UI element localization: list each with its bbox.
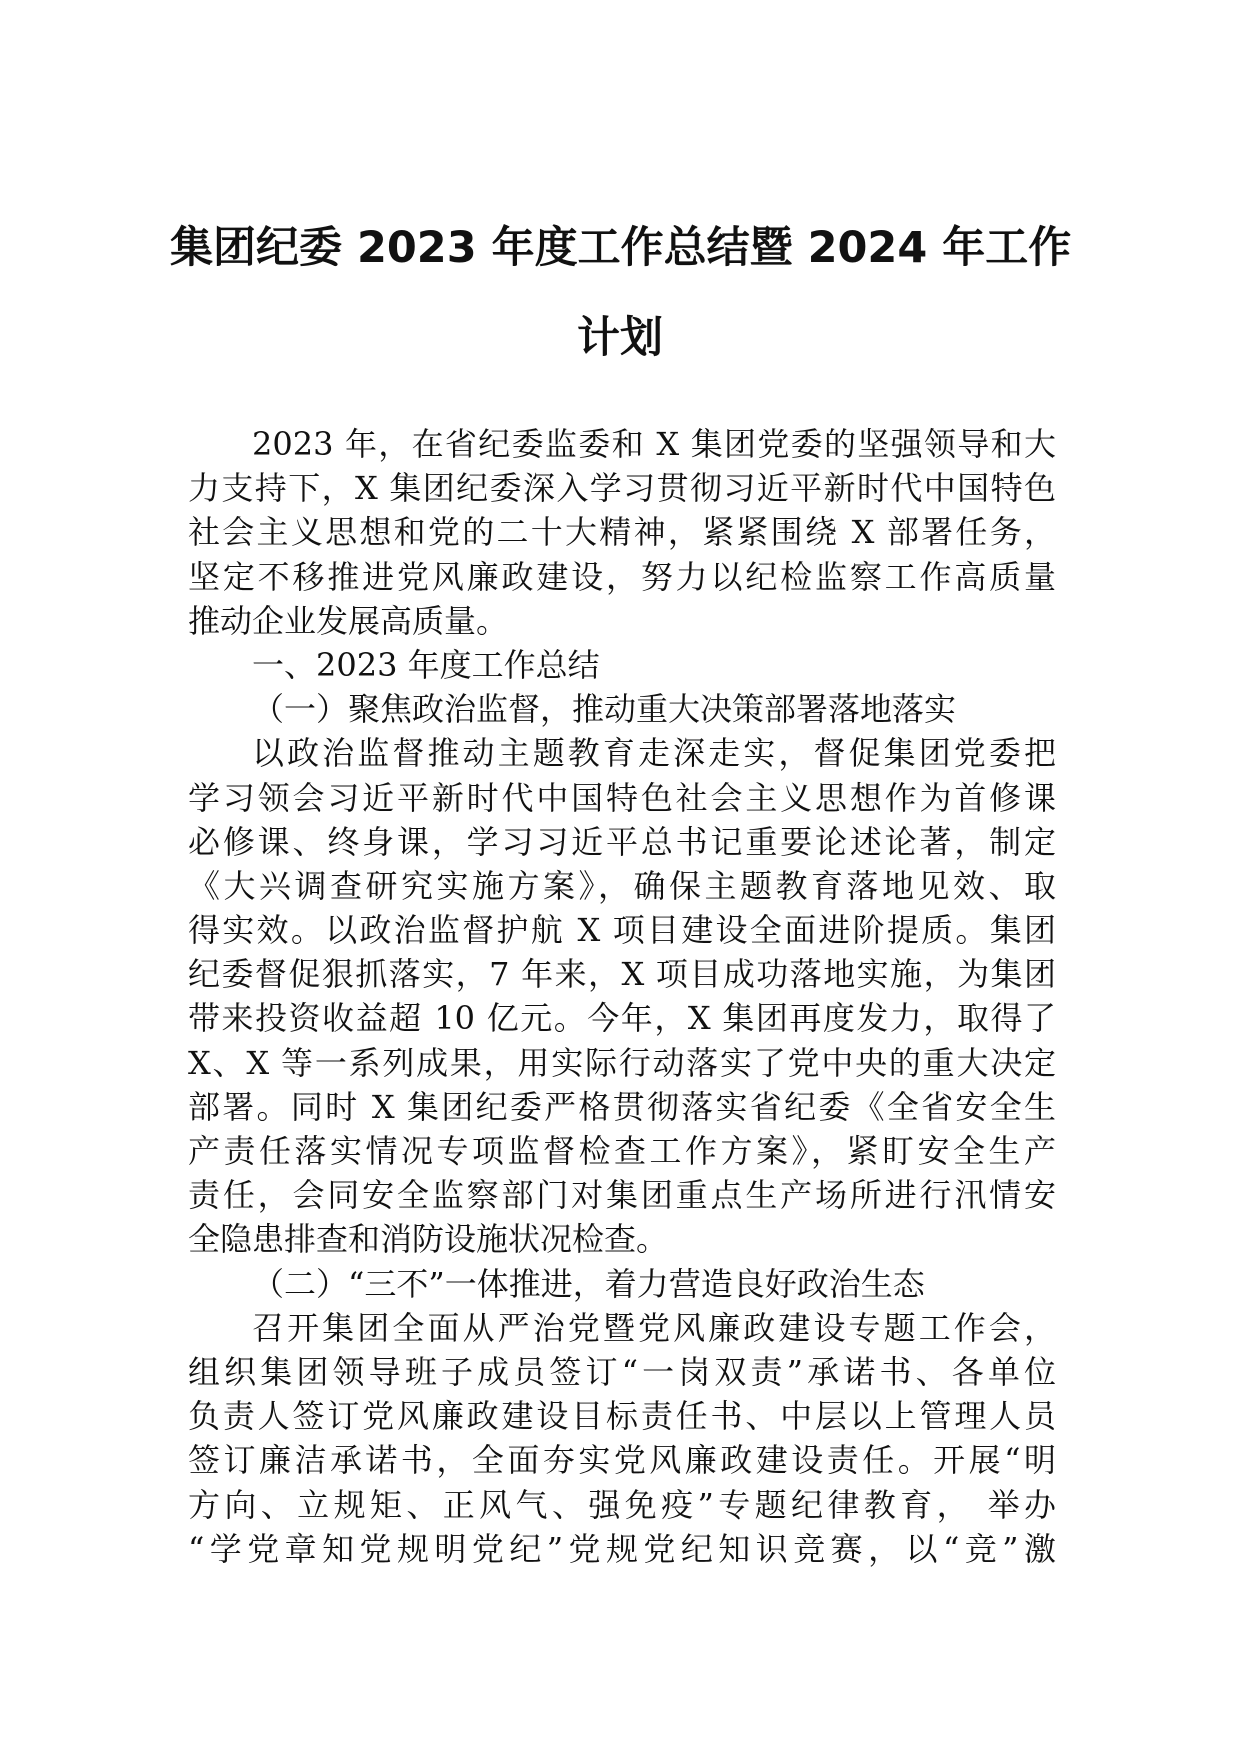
document-title-line-2: 计划 [577, 313, 663, 363]
paragraph-intro [188, 422, 1056, 643]
text-line: 负责人签订党风廉政建设目标责任书、中层以上管理人员 [188, 1397, 1056, 1436]
text-line: 推动企业发展高质量。 [188, 601, 509, 640]
text-line: 一、2023 年度工作总结 [252, 645, 600, 684]
text-line: 必修课、终身课，学习习近平总书记重要论述论著，制定 [188, 822, 1056, 861]
document-body [188, 422, 1056, 1571]
text-line: 纪委督促狠抓落实，7 年来，X 项目成功落地实施，为集团 [188, 955, 1056, 994]
text-line: 方向、立规矩、正风气、强免疫”专题纪律教育， 举办 [188, 1485, 1056, 1524]
text-line: 以政治监督推动主题教育走深走实，督促集团党委把 [252, 734, 1056, 773]
text-line: X、X 等一系列成果，用实际行动落实了党中央的重大决定 [188, 1043, 1056, 1082]
text-line: 部署。同时 X 集团纪委严格贯彻落实省纪委《全省安全生 [188, 1087, 1056, 1126]
text-line: （二）“三不”一体推进，着力营造良好政治生态 [252, 1264, 925, 1303]
text-line: 社会主义思想和党的二十大精神，紧紧围绕 X 部署任务， [188, 513, 1056, 552]
text-line: 力支持下，X 集团纪委深入学习贯彻习近平新时代中国特色 [188, 469, 1056, 508]
paragraph-subsection-2-body [188, 1306, 1056, 1571]
text-line: 产责任落实情况专项监督检查工作方案》，紧盯安全生产 [188, 1132, 1056, 1170]
paragraph-section-1-heading [188, 643, 1056, 687]
text-line: “学党章知党规明党纪”党规党纪知识竞赛，以“竞”激 [188, 1529, 1056, 1568]
text-line: （一）聚焦政治监督，推动重大决策部署落地落实 [252, 690, 957, 729]
text-line: 责任，会同安全监察部门对集团重点生产场所进行汛情安 [188, 1176, 1056, 1215]
text-line: 得实效。以政治监督护航 X 项目建设全面进阶提质。集团 [188, 911, 1056, 950]
text-line: 《大兴调查研究实施方案》，确保主题教育落地见效、取 [188, 866, 1056, 905]
text-line: 全隐患排查和消防设施状况检查。 [188, 1220, 669, 1259]
paragraph-subsection-1-heading [188, 687, 1056, 731]
text-line: 学习领会习近平新时代中国特色社会主义思想作为首修课 [188, 778, 1056, 817]
text-line: 带来投资收益超 10 亿元。今年，X 集团再度发力，取得了 [188, 999, 1056, 1038]
text-line: 坚定不移推进党风廉政建设，努力以纪检监察工作高质量 [188, 557, 1056, 596]
document-title-line-1: 集团纪委 2023 年度工作总结暨 2024 年工作 [170, 223, 1072, 273]
text-line: 召开集团全面从严治党暨党风廉政建设专题工作会， [252, 1308, 1056, 1347]
text-line: 2023 年，在省纪委监委和 X 集团党委的坚强领导和大 [252, 425, 1056, 463]
paragraph-subsection-2-heading [188, 1262, 1056, 1306]
text-line: 组织集团领导班子成员签订“一岗双责”承诺书、各单位 [188, 1352, 1056, 1391]
text-line: 签订廉洁承诺书，全面夯实党风廉政建设责任。开展“明 [188, 1441, 1056, 1480]
paragraph-subsection-1-body [188, 731, 1056, 1261]
